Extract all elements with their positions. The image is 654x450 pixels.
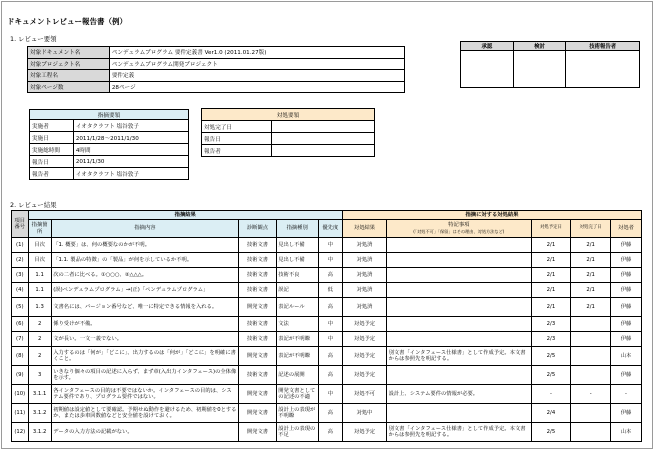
row-viewpoint: 技術文書 bbox=[239, 317, 277, 332]
row-type: 表記が不明瞭 bbox=[276, 332, 318, 347]
doc-info-row bbox=[28, 47, 405, 59]
row-priority: 低 bbox=[318, 283, 342, 298]
col-header-viewpoint: 診断観点 bbox=[239, 220, 277, 238]
row-viewpoint: 開発文書 bbox=[239, 423, 277, 442]
row-notes bbox=[387, 268, 532, 283]
approval-stamp-cell bbox=[461, 51, 514, 88]
row-result: 対処予定 bbox=[342, 347, 386, 366]
doc-info-row bbox=[28, 70, 405, 82]
row-priority: 中 bbox=[318, 317, 342, 332]
row-done: 2/1 bbox=[571, 238, 611, 253]
row-content: データの入力方法の記載がない。 bbox=[51, 423, 239, 442]
row-person: 伊藤 bbox=[611, 366, 642, 385]
row-notes bbox=[387, 253, 532, 268]
response-value bbox=[271, 133, 374, 145]
row-result: 対処予定 bbox=[342, 332, 386, 347]
response-label: 対処完了日 bbox=[202, 121, 272, 133]
row-result: 対処不可 bbox=[342, 385, 386, 404]
row-person: 伊藤 bbox=[611, 298, 642, 317]
row-result: 対処済 bbox=[342, 238, 386, 253]
row-priority: 高 bbox=[318, 423, 342, 442]
approval-header-review: 検討 bbox=[513, 42, 566, 51]
table-row bbox=[12, 332, 642, 347]
row-done: 2/1 bbox=[571, 283, 611, 298]
row-no: (5) bbox=[12, 298, 29, 317]
doc-info-value: 28ページ bbox=[109, 81, 404, 93]
row-person: 伊藤 bbox=[611, 268, 642, 283]
row-person: 伊藤 bbox=[611, 238, 642, 253]
row-priority: 高 bbox=[318, 366, 342, 385]
row-done bbox=[571, 423, 611, 442]
row-person: 伊藤 bbox=[611, 317, 642, 332]
row-person: - bbox=[611, 385, 642, 404]
row-result: 対処済 bbox=[342, 268, 386, 283]
notes-header-title: 特記事項 bbox=[448, 222, 470, 229]
row-content: 文書名には、バージョン番号など、唯一に特定できる情報を入れる。 bbox=[51, 298, 239, 317]
row-planned: 2/1 bbox=[531, 238, 571, 253]
row-location: 1.3 bbox=[28, 298, 51, 317]
row-planned: 2/1 bbox=[531, 268, 571, 283]
row-done bbox=[571, 366, 611, 385]
row-done: 2/1 bbox=[571, 253, 611, 268]
task-label: 実施総時間 bbox=[30, 144, 74, 156]
row-viewpoint: 開発文書 bbox=[239, 404, 277, 423]
row-location: 3.1.1 bbox=[28, 385, 51, 404]
row-priority: 中 bbox=[318, 385, 342, 404]
row-location: 2 bbox=[28, 347, 51, 366]
document-info-table bbox=[27, 46, 405, 93]
row-viewpoint: 技術文書 bbox=[239, 268, 277, 283]
doc-info-value: 要件定義 bbox=[109, 70, 404, 82]
table-row bbox=[12, 268, 642, 283]
response-label: 報告者 bbox=[202, 145, 272, 157]
row-content: 「1.1. 製品の特徴」の「製品」が何を示しているか不明。 bbox=[51, 253, 239, 268]
col-header-no: 項目番号 bbox=[12, 211, 29, 238]
row-planned: 2/1 bbox=[531, 283, 571, 298]
row-location: 2 bbox=[28, 332, 51, 347]
row-person: 山本 bbox=[611, 347, 642, 366]
row-viewpoint: 開発文書 bbox=[239, 347, 277, 366]
row-priority: 中 bbox=[318, 238, 342, 253]
approval-stamp-cell bbox=[513, 51, 566, 88]
doc-info-label: 対象工程名 bbox=[28, 70, 110, 82]
row-type: 見出し不備 bbox=[276, 253, 318, 268]
response-label: 報告日 bbox=[202, 133, 272, 145]
table-row bbox=[12, 385, 642, 404]
row-location: 3.1.2 bbox=[28, 404, 51, 423]
row-viewpoint: 技術文書 bbox=[239, 253, 277, 268]
row-notes: 設計上、システム要件の情報が必要。 bbox=[387, 385, 532, 404]
table-row bbox=[12, 347, 642, 366]
row-viewpoint: 開発文書 bbox=[239, 385, 277, 404]
row-done bbox=[571, 347, 611, 366]
response-value bbox=[271, 145, 374, 157]
row-priority: 高 bbox=[318, 268, 342, 283]
row-planned: 2/1 bbox=[531, 298, 571, 317]
section-heading-review-results: 2. レビュー結果 bbox=[10, 201, 57, 209]
row-notes bbox=[387, 317, 532, 332]
row-result: 対処予定 bbox=[342, 423, 386, 442]
row-content: (誤)ペンデュラムプログラム」→(正)「ペンデュラムプログラム」 bbox=[51, 283, 239, 298]
row-notes bbox=[387, 238, 532, 253]
row-location: 1.1 bbox=[28, 268, 51, 283]
row-type: 誤記 bbox=[276, 283, 318, 298]
row-viewpoint: 開発文書 bbox=[239, 298, 277, 317]
row-content: 「1. 概要」は、何の概要なのかが不明。 bbox=[51, 238, 239, 253]
doc-info-label: 対象プロジェクト名 bbox=[28, 58, 110, 70]
response-header: 対処要領 bbox=[202, 109, 375, 121]
approval-header-reporter: 技術報告者 bbox=[566, 42, 640, 51]
doc-info-value: ペンデュラムプログラム開発プロジェクト bbox=[109, 58, 404, 70]
row-no: (1) bbox=[12, 238, 29, 253]
table-row bbox=[12, 238, 642, 253]
row-type: 文法 bbox=[276, 317, 318, 332]
approval-header-approve: 承認 bbox=[461, 42, 514, 51]
row-notes bbox=[387, 283, 532, 298]
row-content: いきなり個々の項目の記述に入らず、まず章(入出力インタフェース)の全体像を示す。 bbox=[51, 366, 239, 385]
row-priority: 中 bbox=[318, 332, 342, 347]
row-notes bbox=[387, 332, 532, 347]
group-header-response: 指摘に対する対処結果 bbox=[342, 211, 641, 220]
col-header-notes bbox=[387, 220, 532, 238]
task-label: 実施日 bbox=[30, 132, 74, 144]
row-location: 3.1.2 bbox=[28, 423, 51, 442]
row-priority: 高 bbox=[318, 298, 342, 317]
row-notes bbox=[387, 366, 532, 385]
row-result: 対処済 bbox=[342, 298, 386, 317]
table-row bbox=[12, 423, 642, 442]
table-row bbox=[12, 253, 642, 268]
row-content: 入力するのは「何が」「どこに」、出力するのは「何が」「どこに」を明確に書くこと。 bbox=[51, 347, 239, 366]
row-notes: 別文書「インタフェース仕様書」として作成予定。本文書からは参照先を明記する。 bbox=[387, 423, 532, 442]
row-priority: 高 bbox=[318, 404, 342, 423]
row-viewpoint: 技術文書 bbox=[239, 238, 277, 253]
row-done bbox=[571, 404, 611, 423]
col-header-type: 指摘種別 bbox=[276, 220, 318, 238]
row-planned: 2/3 bbox=[531, 332, 571, 347]
table-row bbox=[12, 366, 642, 385]
group-header-findings: 指摘結果 bbox=[28, 211, 342, 220]
doc-info-label: 対象ページ数 bbox=[28, 81, 110, 93]
row-type: 見出し不備 bbox=[276, 238, 318, 253]
row-notes: 別文書「インタフェース仕様書」として作成予定。本文書からは参照先を明記する。 bbox=[387, 347, 532, 366]
doc-info-row bbox=[28, 81, 405, 93]
review-task-table bbox=[29, 109, 189, 180]
row-done bbox=[571, 317, 611, 332]
review-results-table bbox=[11, 210, 642, 442]
row-result: 対処予定 bbox=[342, 366, 386, 385]
row-planned: - bbox=[531, 385, 571, 404]
table-row bbox=[12, 298, 642, 317]
row-planned: 2/5 bbox=[531, 423, 571, 442]
row-planned: 2/5 bbox=[531, 366, 571, 385]
row-priority: 高 bbox=[318, 347, 342, 366]
row-planned: 2/4 bbox=[531, 404, 571, 423]
row-type: 設計上の表現が不明瞭 bbox=[276, 404, 318, 423]
row-type: 記述の展開 bbox=[276, 366, 318, 385]
row-person: 伊藤 bbox=[611, 332, 642, 347]
row-viewpoint: 技術文書 bbox=[239, 332, 277, 347]
response-table bbox=[201, 108, 375, 157]
response-value bbox=[271, 121, 374, 133]
approval-table bbox=[460, 41, 640, 88]
approval-stamp-cell bbox=[566, 51, 640, 88]
row-type: 設計上の表現の不足 bbox=[276, 423, 318, 442]
row-planned: 2/1 bbox=[531, 253, 571, 268]
row-content: 次の二者に比べる。①○○○、②△△△。 bbox=[51, 268, 239, 283]
table-row bbox=[12, 404, 642, 423]
row-location: 3 bbox=[28, 366, 51, 385]
row-done bbox=[571, 332, 611, 347]
row-done: - bbox=[571, 385, 611, 404]
row-no: (6) bbox=[12, 317, 29, 332]
row-person: 伊藤 bbox=[611, 283, 642, 298]
report-title: ドキュメントレビュー報告書（例） bbox=[7, 17, 127, 26]
row-type: 表記が不明瞭 bbox=[276, 347, 318, 366]
col-header-location: 指摘箇所 bbox=[28, 220, 51, 238]
row-type: 開発文書としての記述の不適 bbox=[276, 385, 318, 404]
row-no: (12) bbox=[12, 423, 29, 442]
col-header-done: 対処完了日 bbox=[571, 220, 611, 238]
row-priority: 中 bbox=[318, 253, 342, 268]
row-person: 伊藤 bbox=[611, 253, 642, 268]
row-result: 対処予定 bbox=[342, 317, 386, 332]
row-no: (3) bbox=[12, 268, 29, 283]
task-header: 指摘要領 bbox=[30, 110, 189, 120]
row-result: 対処中 bbox=[342, 404, 386, 423]
row-no: (7) bbox=[12, 332, 29, 347]
row-type: 表記ルール bbox=[276, 298, 318, 317]
row-planned: 2/5 bbox=[531, 347, 571, 366]
row-person: 伊藤 bbox=[611, 404, 642, 423]
col-header-priority: 優先度 bbox=[318, 220, 342, 238]
row-planned: 2/3 bbox=[531, 317, 571, 332]
row-no: (2) bbox=[12, 253, 29, 268]
row-no: (11) bbox=[12, 404, 29, 423]
row-location: 1.1 bbox=[28, 283, 51, 298]
row-notes bbox=[387, 298, 532, 317]
col-header-result: 対処結果 bbox=[342, 220, 386, 238]
row-notes bbox=[387, 404, 532, 423]
row-location: 目次 bbox=[28, 253, 51, 268]
col-header-person: 対処者 bbox=[611, 220, 642, 238]
row-result: 対処済 bbox=[342, 283, 386, 298]
notes-header-sub: (「対処不可」「保留」はその理由、対処方法など) bbox=[413, 228, 505, 234]
row-location: 目次 bbox=[28, 238, 51, 253]
task-label: 実施者 bbox=[30, 120, 74, 132]
task-value: 2011/1/28〜2011/1/30 bbox=[73, 132, 188, 144]
row-done: 2/1 bbox=[571, 268, 611, 283]
doc-info-value: ペンデュラムプログラム 要件定義書 Ver1.0 (2011.01.27版) bbox=[109, 47, 404, 59]
row-type: 技術不良 bbox=[276, 268, 318, 283]
row-done: 2/1 bbox=[571, 298, 611, 317]
row-content: 初期値は設定値として要確認。予期せぬ動作を避けるため、初期値を0とするか、または歩車回数値などと安全値を設けておく。 bbox=[51, 404, 239, 423]
row-content: 文が長い。一文一義でない。 bbox=[51, 332, 239, 347]
row-viewpoint: 技術文書 bbox=[239, 283, 277, 298]
doc-info-label: 対象ドキュメント名 bbox=[28, 47, 110, 59]
table-row bbox=[12, 317, 642, 332]
task-label: 報告者 bbox=[30, 168, 74, 180]
row-no: (4) bbox=[12, 283, 29, 298]
row-viewpoint: 技術文書 bbox=[239, 366, 277, 385]
row-no: (9) bbox=[12, 366, 29, 385]
row-content: 係り受けが不備。 bbox=[51, 317, 239, 332]
row-content: 各インタフェースの目的は不要ではないか。インタフェースの目的は、システム要件であり、プログラム要件ではない。 bbox=[51, 385, 239, 404]
task-value: 2011/1/30 bbox=[73, 156, 188, 168]
row-no: (8) bbox=[12, 347, 29, 366]
task-value: 4時間 bbox=[73, 144, 188, 156]
col-header-content: 指摘内容 bbox=[51, 220, 239, 238]
task-value: イオタクラフト 塩谷敦子 bbox=[73, 168, 188, 180]
row-result: 対処済 bbox=[342, 253, 386, 268]
doc-info-row bbox=[28, 58, 405, 70]
table-row bbox=[12, 283, 642, 298]
task-label: 報告日 bbox=[30, 156, 74, 168]
row-person: 山本 bbox=[611, 423, 642, 442]
task-value: イオタクラフト 塩谷敦子 bbox=[73, 120, 188, 132]
col-header-planned: 対処予定日 bbox=[531, 220, 571, 238]
row-location: 2 bbox=[28, 317, 51, 332]
row-no: (10) bbox=[12, 385, 29, 404]
section-heading-review-outline: 1. レビュー要領 bbox=[10, 35, 57, 43]
